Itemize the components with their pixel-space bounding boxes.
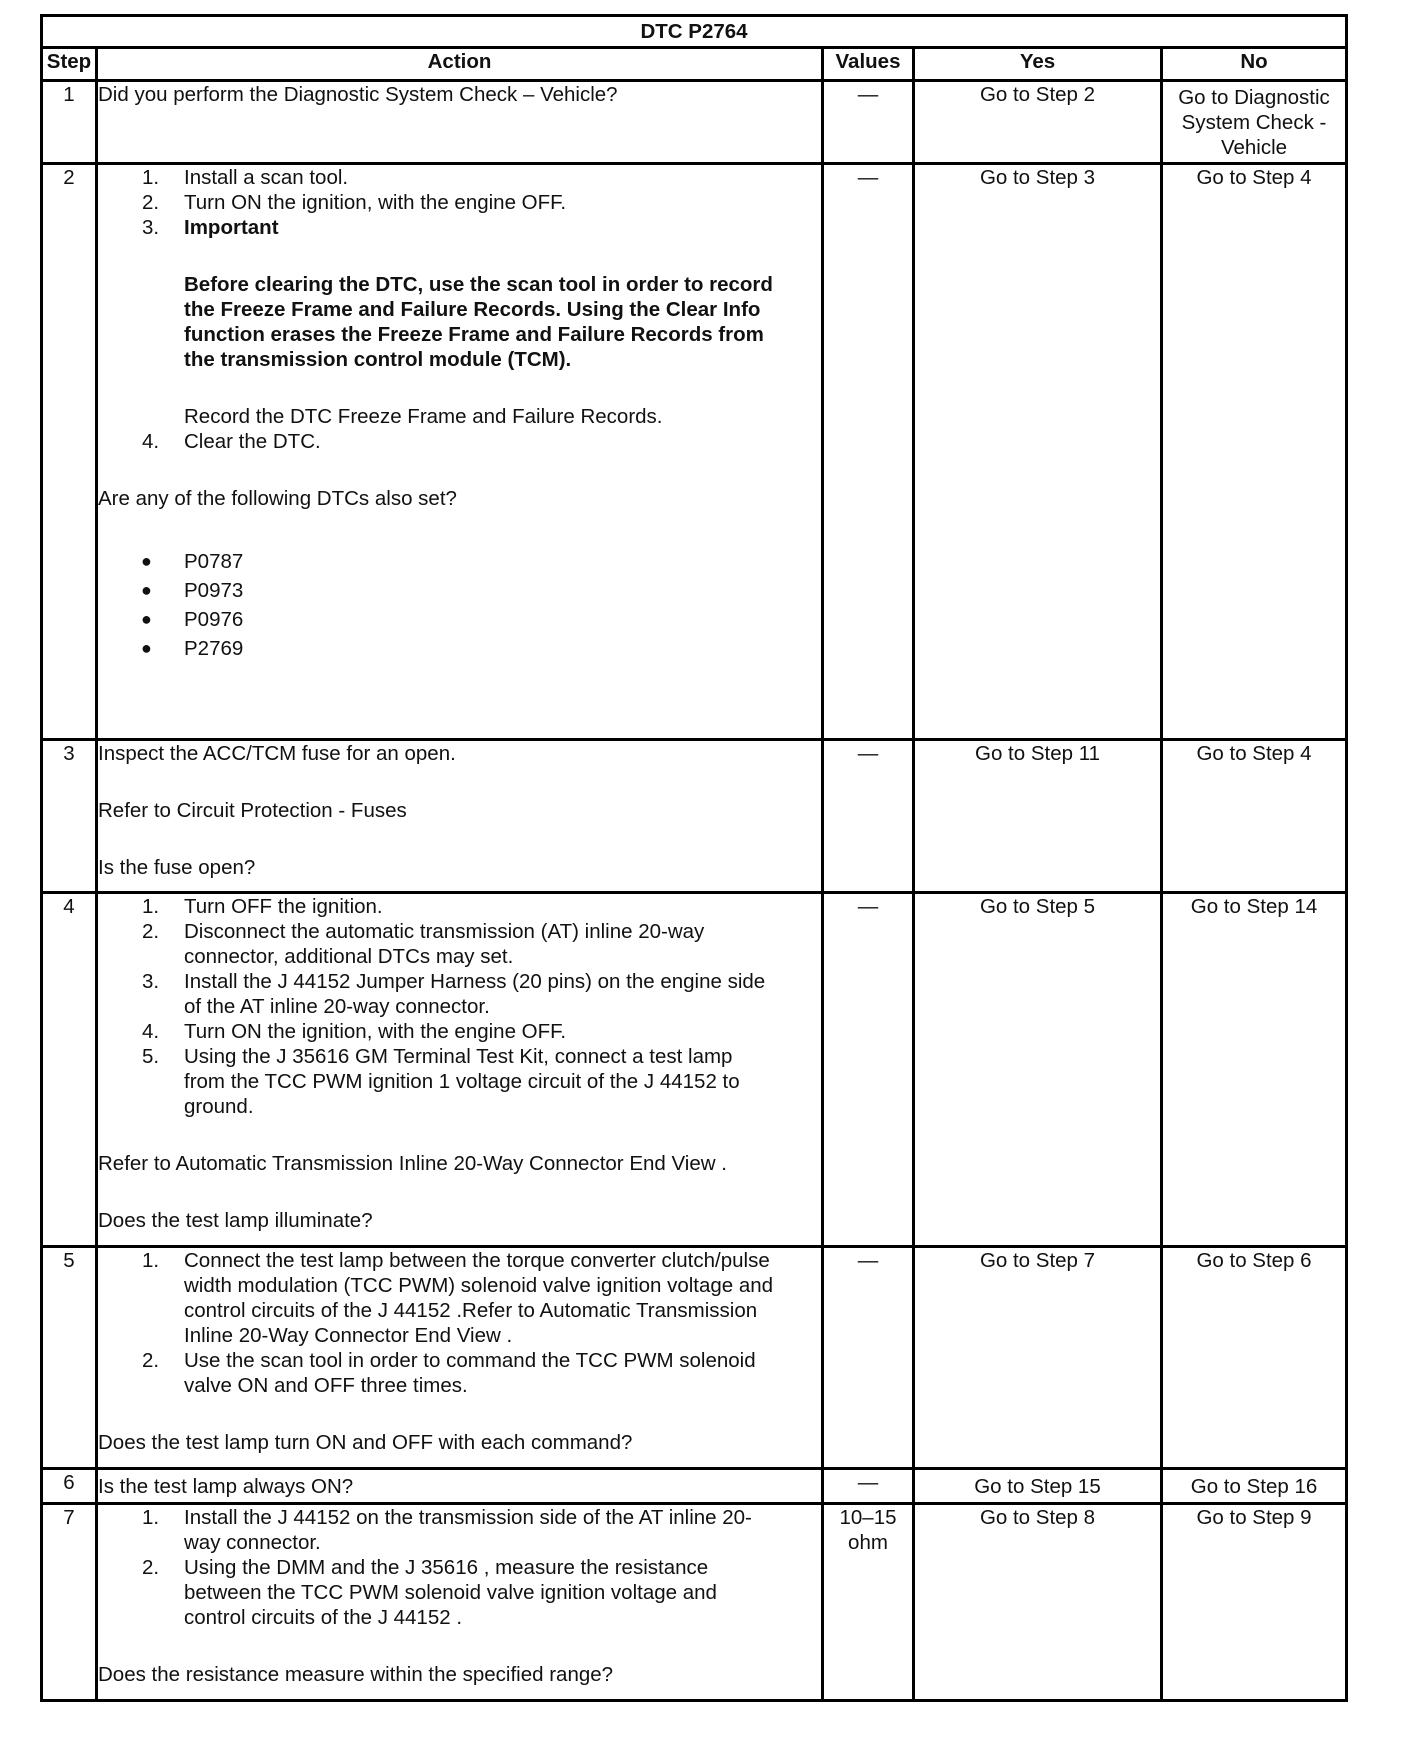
action-question: Does the test lamp turn ON and OFF with each command? [98,1431,633,1454]
step-number: 7 [42,1504,97,1701]
table-row-step-6 [42,1469,1347,1504]
dtc-code: P2769 [184,637,244,660]
item-number: 4. [142,1020,160,1043]
item-text: way connector. [184,1531,321,1554]
step-number: 4 [42,893,97,1247]
value-cell: — [823,740,914,893]
item-text: of the AT inline 20-way connector. [184,995,490,1018]
header-row [42,48,1347,81]
item-text: control circuits of the J 44152 .Refer to Automatic Transmission [184,1299,758,1322]
important-label: Important [184,216,279,239]
value-cell: — [823,81,914,164]
yes-cell: Go to Step 15 [914,1469,1162,1504]
dtc-code: P0976 [184,608,244,631]
item-number: 2. [142,191,160,214]
item-text: Inline 20-Way Connector End View . [184,1324,513,1347]
action-text: Inspect the ACC/TCM fuse for an open. [98,742,456,765]
action-steps [98,165,821,240]
important-notice [98,272,821,372]
value-line: 10–15 [839,1506,897,1529]
item-number: 1. [142,1506,160,1529]
item-text: control circuits of the J 44152 . [184,1606,463,1629]
yes-cell: Go to Step 11 [914,740,1162,893]
dtc-code: P0973 [184,579,244,602]
action-steps [98,1505,821,1630]
list-item [98,1248,821,1348]
table-row-step-4 [42,893,1347,1247]
item-text: Install the J 44152 on the transmission side of the AT inline 20- [184,1506,752,1529]
action-question: Did you perform the Diagnostic System Check – Vehicle? [98,83,618,106]
list-item [98,190,821,215]
step-number: 2 [42,164,97,740]
item-number: 2. [142,1556,160,1579]
item-text: Clear the DTC. [184,430,321,453]
item-number: 3. [142,970,160,993]
item-number: 1. [142,1249,160,1272]
step-number: 5 [42,1247,97,1469]
action-cell [97,1247,823,1469]
item-text: ground. [184,1095,254,1118]
list-item [98,919,821,969]
table-row-step-5 [42,1247,1347,1469]
list-item [98,1505,821,1555]
action-reference: Refer to Circuit Protection - Fuses [98,799,407,822]
action-question: Does the resistance measure within the specified range? [98,1663,614,1686]
item-number: 5. [142,1045,160,1068]
action-question: Is the test lamp always ON? [98,1474,354,1498]
action-question: Is the fuse open? [98,856,256,879]
item-number: 2. [142,920,160,943]
notice-line: the Freeze Frame and Failure Records. Using the Clear Info [184,298,761,321]
no-cell [1162,81,1347,164]
action-question: Are any of the following DTCs also set? [98,487,457,510]
action-steps-continued [98,429,821,454]
value-cell: — [823,893,914,1247]
list-item [98,547,821,576]
action-cell [97,740,823,893]
value-cell: — [823,164,914,740]
item-number: 1. [142,895,160,918]
yes-cell: Go to Step 2 [914,81,1162,164]
list-item [98,215,821,240]
item-text: valve ON and OFF three times. [184,1374,468,1397]
no-cell: Go to Step 4 [1162,740,1347,893]
item-text: Using the J 35616 GM Terminal Test Kit, connect a test lamp [184,1045,733,1068]
list-item [98,969,821,1019]
item-number: 2. [142,1349,160,1372]
notice-line: function erases the Freeze Frame and Failure Records from [184,323,764,346]
dtc-procedure-sheet [40,14,1345,1702]
dtc-code: P0787 [184,550,244,573]
list-item [98,634,821,663]
dtc-table [40,14,1348,1702]
list-item [98,894,821,919]
action-cell [97,1504,823,1701]
action-reference: Refer to Automatic Transmission Inline 20-Way Connector End View . [98,1152,727,1175]
action-question: Does the test lamp illuminate? [98,1209,373,1232]
yes-cell: Go to Step 7 [914,1247,1162,1469]
bullet-icon: ● [141,609,152,629]
list-item [98,1019,821,1044]
action-steps [98,894,821,1119]
list-item [98,429,821,454]
no-cell: Go to Step 4 [1162,164,1347,740]
header-step: Step [42,48,97,81]
header-no: No [1162,48,1347,81]
item-text: between the TCC PWM solenoid valve ignition voltage and [184,1581,717,1604]
item-text: Turn ON the ignition, with the engine OFF. [184,191,567,214]
item-number: 3. [142,216,160,239]
step-number: 3 [42,740,97,893]
item-text: Disconnect the automatic transmission (AT) inline 20-way [184,920,705,943]
bullet-icon: ● [141,638,152,658]
header-action: Action [97,48,823,81]
yes-cell: Go to Step 3 [914,164,1162,740]
value-line: ohm [848,1531,888,1554]
table-row-step-1 [42,81,1347,164]
notice-line: the transmission control module (TCM). [184,348,572,371]
table-row-step-7 [42,1504,1347,1701]
no-cell: Go to Step 14 [1162,893,1347,1247]
notice-line: Before clearing the DTC, use the scan tool in order to record [184,273,773,296]
header-yes: Yes [914,48,1162,81]
action-cell [97,164,823,740]
value-cell: — [823,1469,914,1504]
list-item [98,1348,821,1398]
item-number: 1. [142,166,160,189]
bullet-icon: ● [141,551,152,571]
no-cell: Go to Step 16 [1162,1469,1347,1504]
list-item [98,1044,821,1119]
no-line: System Check - [1181,110,1327,134]
item-number: 4. [142,430,160,453]
no-line: Go to Diagnostic [1178,85,1330,109]
item-text: Connect the test lamp between the torque converter clutch/pulse [184,1249,770,1272]
table-title: DTC P2764 [42,16,1347,48]
action-steps [98,1248,821,1398]
list-item [98,1555,821,1630]
action-cell [97,81,823,164]
item-text: Using the DMM and the J 35616 , measure the resistance [184,1556,709,1579]
header-values: Values [823,48,914,81]
bullet-icon: ● [141,580,152,600]
record-instruction: Record the DTC Freeze Frame and Failure Records. [184,405,663,428]
no-cell: Go to Step 6 [1162,1247,1347,1469]
item-text: Turn OFF the ignition. [184,895,383,918]
step-number: 1 [42,81,97,164]
action-cell [97,1469,823,1504]
item-text: Use the scan tool in order to command the TCC PWM solenoid [184,1349,756,1372]
table-row-step-3 [42,740,1347,893]
no-cell: Go to Step 9 [1162,1504,1347,1701]
value-cell: — [823,1247,914,1469]
item-text: Install the J 44152 Jumper Harness (20 pins) on the engine side [184,970,766,993]
list-item [98,165,821,190]
item-text: Turn ON the ignition, with the engine OFF. [184,1020,567,1043]
no-line: Vehicle [1220,135,1288,159]
list-item [98,576,821,605]
value-cell [823,1504,914,1701]
item-text: from the TCC PWM ignition 1 voltage circuit of the J 44152 to [184,1070,740,1093]
yes-cell: Go to Step 5 [914,893,1162,1247]
item-text: connector, additional DTCs may set. [184,945,514,968]
yes-cell: Go to Step 8 [914,1504,1162,1701]
item-text: Install a scan tool. [184,166,349,189]
list-item [98,605,821,634]
step-number: 6 [42,1469,97,1504]
dtc-code-list [98,547,821,663]
action-cell [97,893,823,1247]
table-row-step-2 [42,164,1347,740]
item-text: width modulation (TCC PWM) solenoid valve ignition voltage and [184,1274,774,1297]
